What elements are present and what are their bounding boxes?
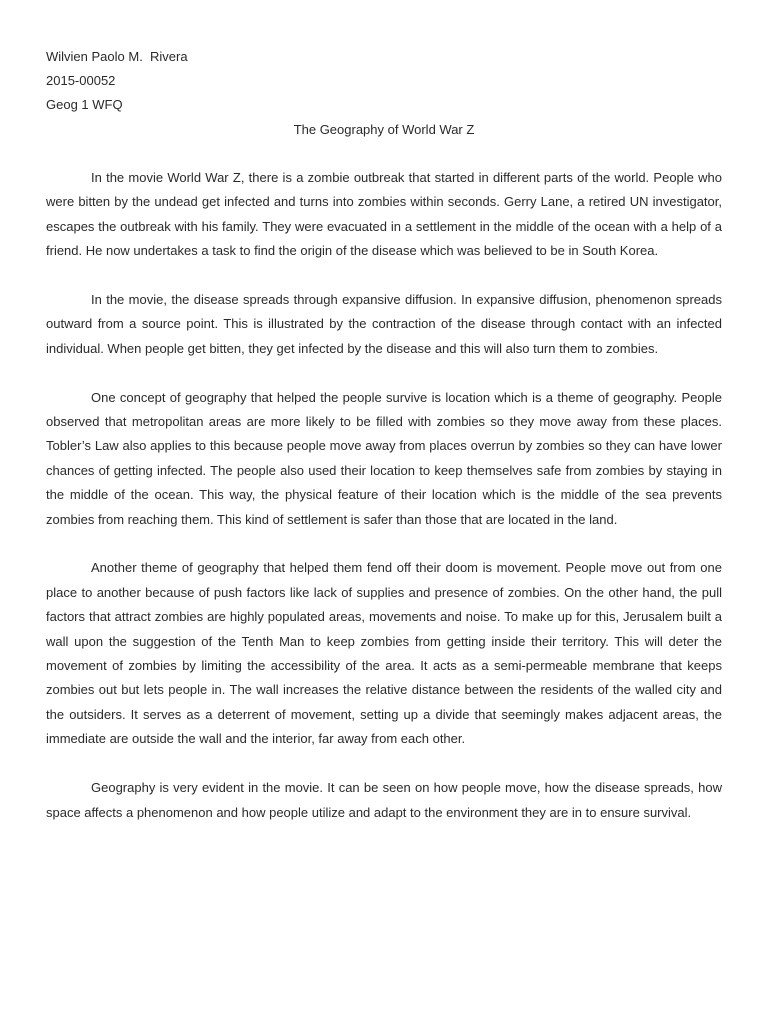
paragraph-diffusion: In the movie, the disease spreads through expansive diffusion. In expansive diffusion, phenomenon spreads outward from a source point. This is illustrated by the contraction of the disease through contact with an infected individual. When people get bitten, they get infected by the disease and this will also turn them to zombies. xyxy=(46,292,722,356)
author-header xyxy=(46,45,188,117)
paragraph-movement: Another theme of geography that helped them fend off their doom is movement. People move out from one place to another because of push factors like lack of supplies and presence of zombies. On the other hand, the pull factors that attract zombies are highly populated areas, movements and noise. To make up for this, Jerusalem built a wall upon the suggestion of the Tenth Man to keep zombies from getting inside their territory. This will deter the movement of zombies by limiting the accessibility of the area. It acts as a semi-permeable membrane that keeps zombies out but lets people in. The wall increases the relative distance between the residents of the walled city and the outsiders. It serves as a deterrent of movement, setting up a divide that seemingly makes adjacent areas, the immediate are outside the wall and the interior, far away from each other. xyxy=(46,560,722,747)
student-number: 2015-00052 xyxy=(46,73,116,88)
author-name: Wilvien Paolo M. Rivera xyxy=(46,49,188,64)
document-body xyxy=(46,166,722,849)
document-title: The Geography of World War Z xyxy=(293,122,475,137)
paragraph-location: One concept of geography that helped the people survive is location which is a theme of geography. People observed that metropolitan areas are more likely to be filled with zombies so they move away from these places. Tobler’s Law also applies to this because people move away from places overrun by zombies so they can have lower chances of getting infected. The people also used their location to keep themselves safe from zombies by staying in the middle of the ocean. This way, the physical feature of their location which is the middle of the sea prevents zombies from reaching them. This kind of settlement is safer than those that are located in the land. xyxy=(46,389,722,527)
paragraph-conclusion: Geography is very evident in the movie. It can be seen on how people move, how the disease spreads, how space affects a phenomenon and how people utilize and adapt to the environment they are in to ensure survival. xyxy=(46,780,722,820)
paragraph-intro: In the movie World War Z, there is a zombie outbreak that started in different parts of the world. People who were bitten by the undead get infected and turns into zombies within seconds. Gerry Lane, a retired UN investigator, escapes the outbreak with his family. They were evacuated in a settlement in the middle of the ocean with a help of a friend. He now undertakes a task to find the origin of the disease which was believed to be in South Korea. xyxy=(46,170,722,259)
course-code: Geog 1 WFQ xyxy=(46,97,123,112)
